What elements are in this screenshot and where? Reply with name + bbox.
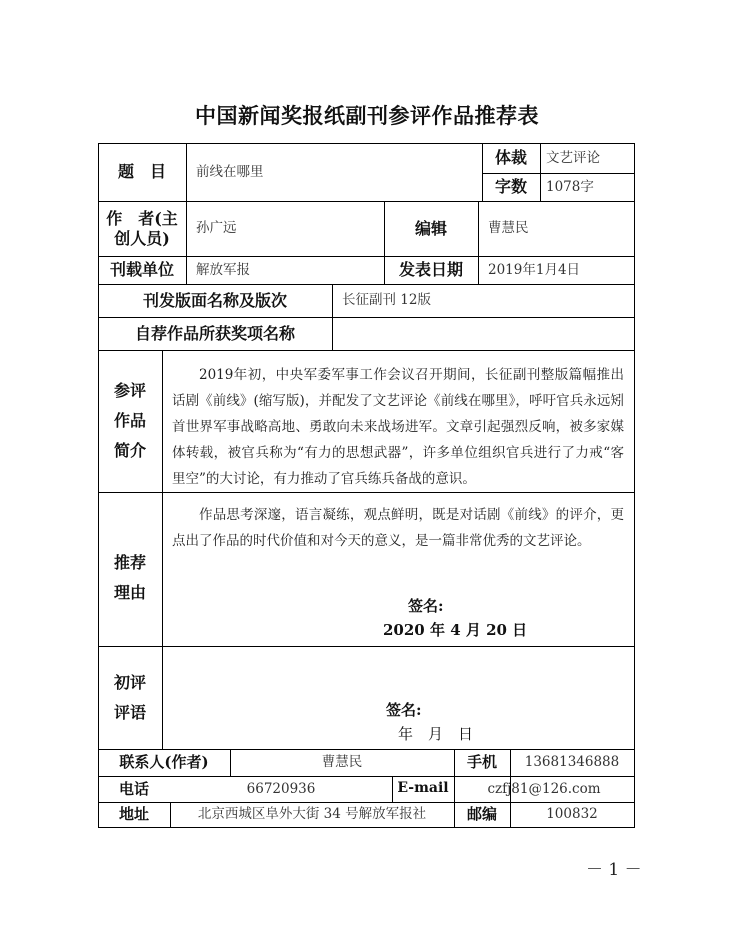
author-label: 作 者(主创人员) xyxy=(106,208,178,248)
page-title: 中国新闻奖报纸副刊参评作品推荐表 xyxy=(195,103,539,128)
page-name-value: 长征副刊 12版 xyxy=(342,292,431,309)
word-count-label: 字数 xyxy=(494,177,527,196)
publisher-value: 解放军报 xyxy=(196,261,250,278)
mobile-value: 13681346888 xyxy=(524,754,620,771)
reason-label: 推荐理由 xyxy=(113,553,146,602)
initial-review-label: 初评评语 xyxy=(113,672,146,722)
postcode-value: 100832 xyxy=(546,806,598,823)
contact-label: 联系人(作者) xyxy=(119,753,209,772)
recommendation-form xyxy=(98,143,635,827)
postcode-label: 邮编 xyxy=(466,805,497,824)
page-name-label: 刊发版面名称及版次 xyxy=(142,290,287,310)
review-signature-label: 签名: xyxy=(386,701,422,719)
summary-text: 2019年初，中央军委军事工作会议召开期间，长征副刊整版篇幅推出话剧《前线》(缩写版)，并配发了文艺评论《前线在哪里》，呼吁官兵永远矧首世界军事战略高地、勇敢向未来战场进军。文章引起强烈反响，被多家媒体转载，被官兵称为“有力的思想武器”，许多单位组织官兵进行了力戒“客里空”的大讨论，有力推动了官兵练兵备战的意识。 xyxy=(172,367,624,487)
email-value: czfj81@126.com xyxy=(487,780,601,797)
awards-value xyxy=(332,317,635,350)
publish-date-value: 2019年1月4日 xyxy=(488,261,581,278)
summary-label: 参评作品简介 xyxy=(113,381,146,460)
phone-value: 66720936 xyxy=(246,780,316,797)
reason-signature-label: 签名: xyxy=(408,597,444,615)
author-value: 孙广远 xyxy=(196,220,237,237)
awards-label: 自荐作品所获奖项名称 xyxy=(134,323,295,343)
address-label: 地址 xyxy=(118,805,149,824)
email-label: E-mail xyxy=(397,780,449,797)
contact-value: 曹慧民 xyxy=(321,754,363,771)
publish-date-label: 发表日期 xyxy=(398,260,463,279)
genre-label: 体裁 xyxy=(494,148,527,167)
page-number: － 1 － xyxy=(586,860,642,880)
topic-value: 前线在哪里 xyxy=(196,163,264,180)
reason-date: 2020 年 4 月 20 日 xyxy=(383,621,528,639)
editor-value: 曹慧民 xyxy=(488,220,529,237)
word-count-value: 1078字 xyxy=(546,178,594,195)
editor-label: 编辑 xyxy=(414,218,447,238)
address-value: 北京西城区阜外大街 34 号解放军报社 xyxy=(197,806,427,823)
reason-text: 作品思考深邃，语言凝练，观点鲜明，既是对话剧《前线》的评介，更点出了作品的时代价值和对今天的意义，是一篇非常优秀的文艺评论。 xyxy=(172,507,624,549)
topic-label: 题 目 xyxy=(117,162,166,181)
publisher-label: 刊载单位 xyxy=(109,260,174,279)
mobile-label: 手机 xyxy=(466,753,497,772)
phone-label: 电话 xyxy=(118,779,149,798)
review-date: 年 月 日 xyxy=(398,725,474,743)
genre-value: 文艺评论 xyxy=(546,149,600,166)
